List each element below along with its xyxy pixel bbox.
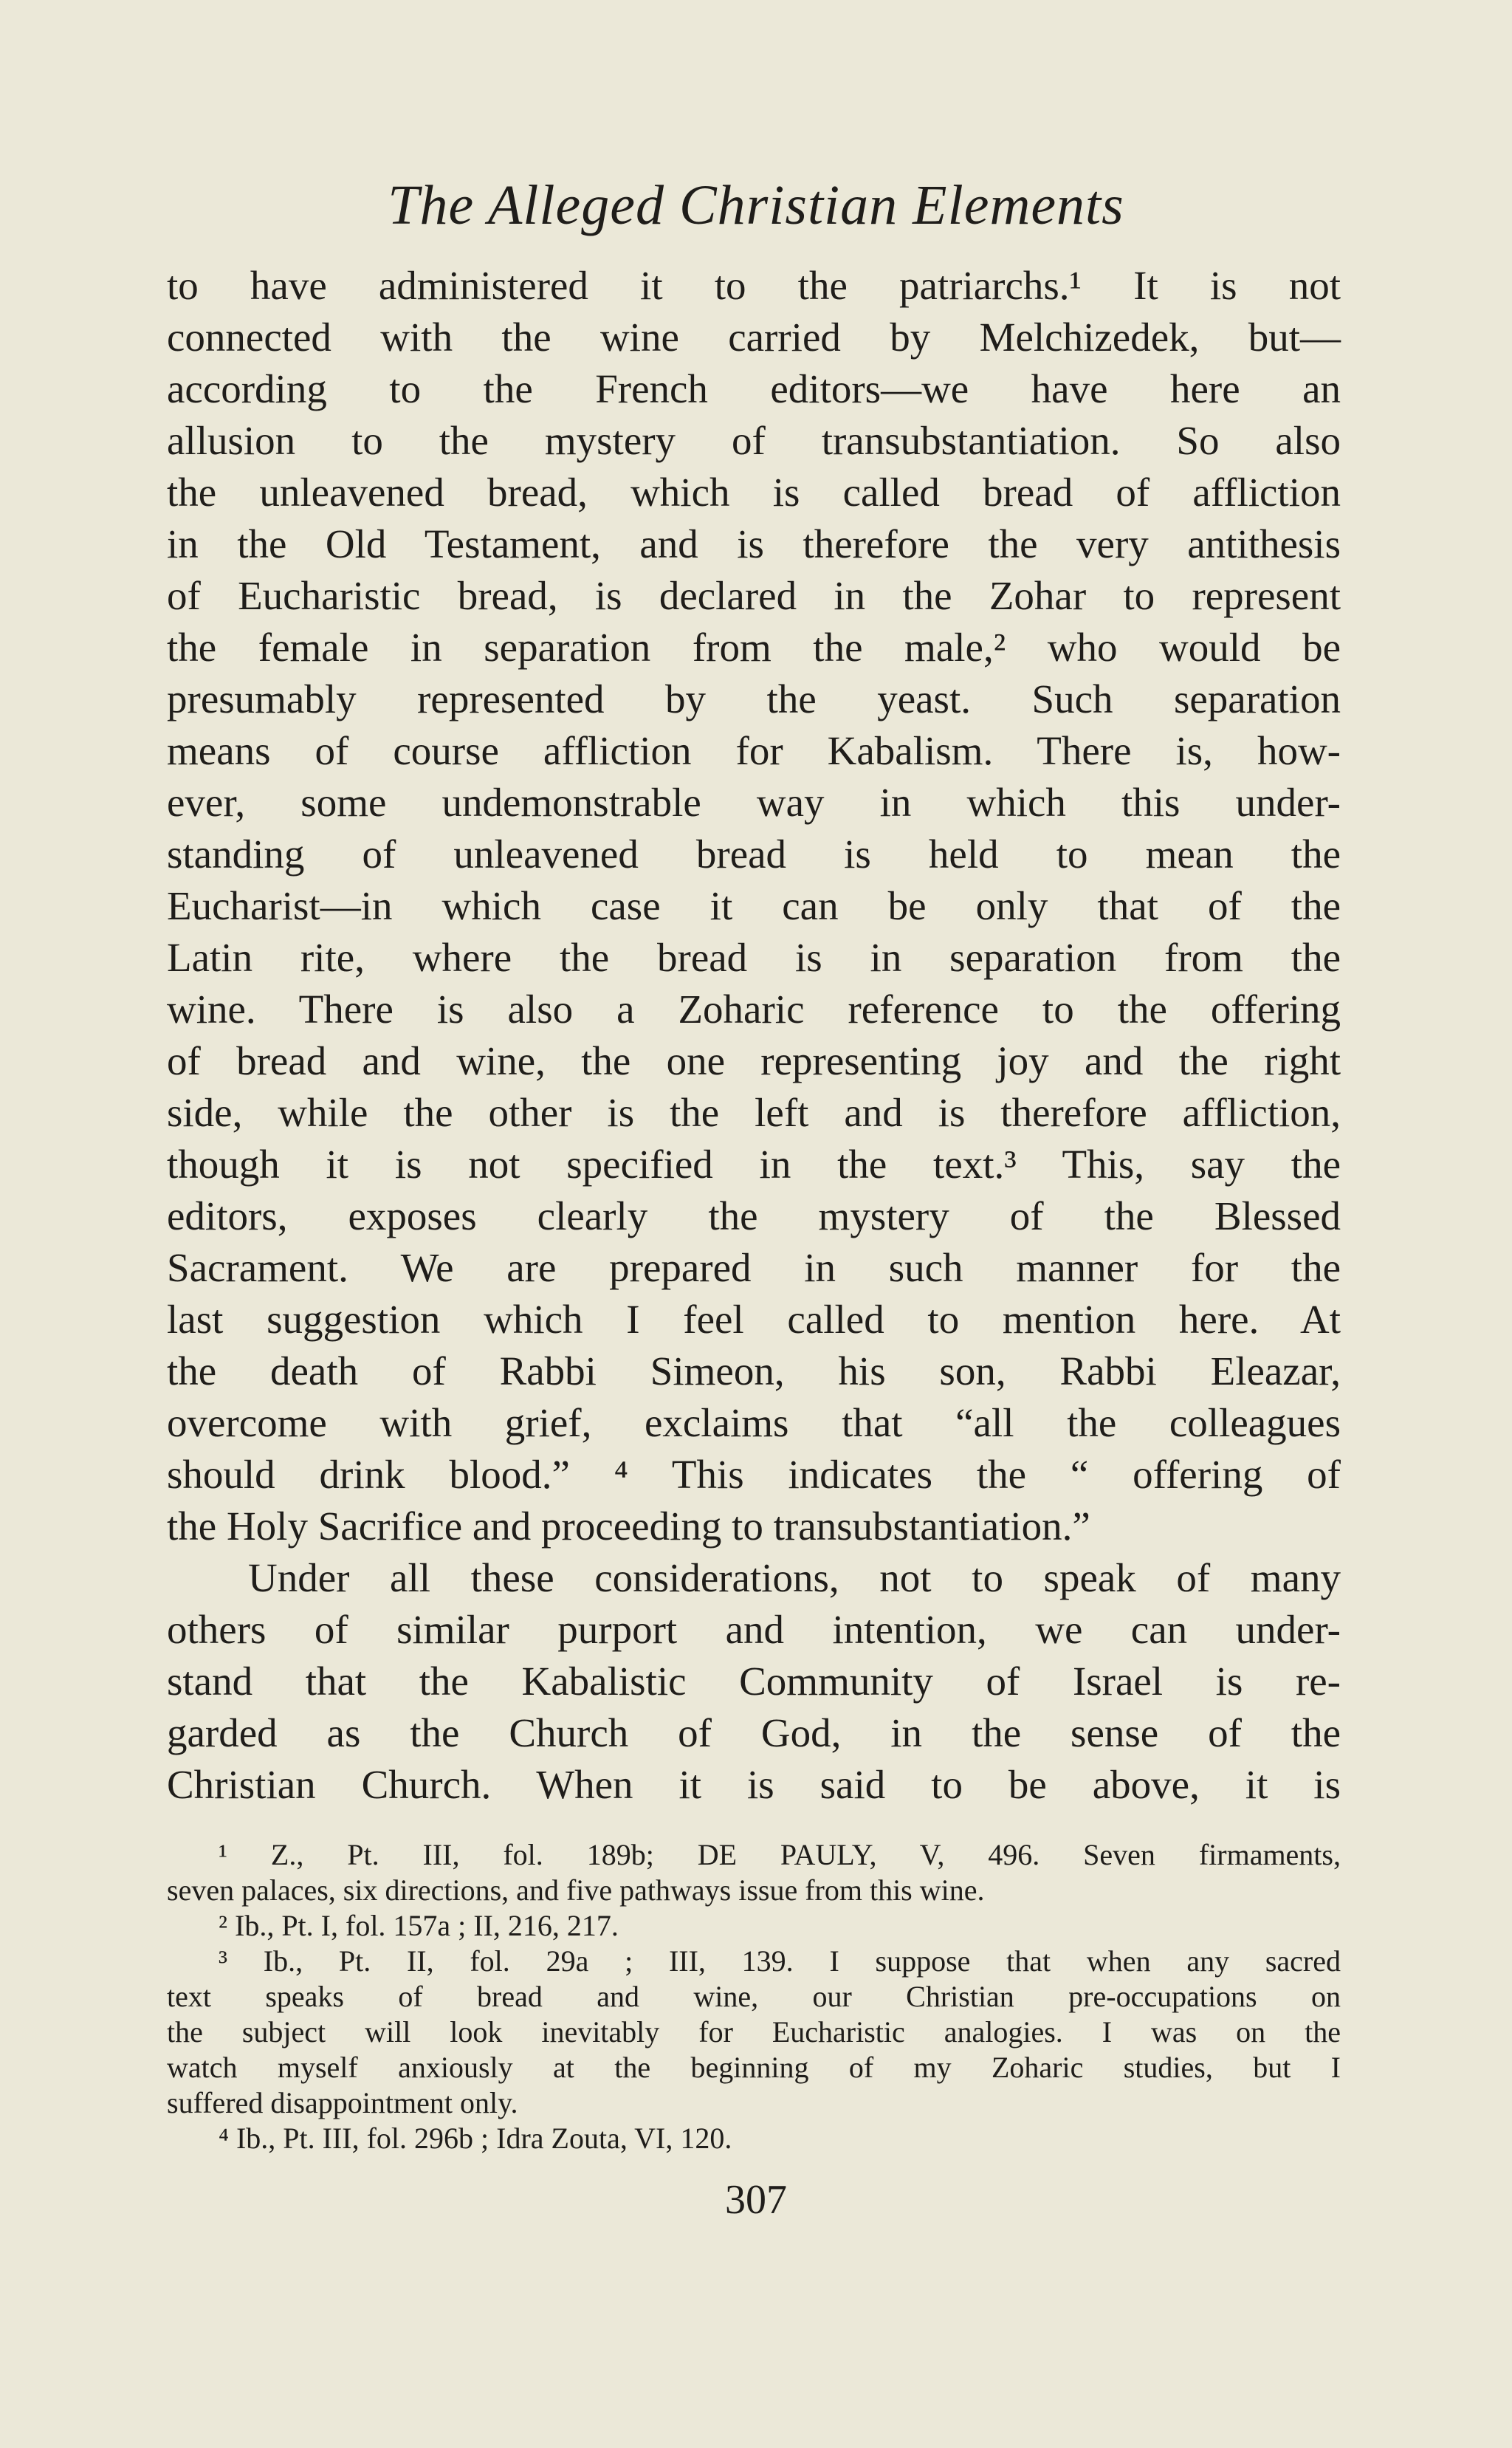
body-line: others of similar purport and intention, we can under- (167, 1607, 1341, 1652)
footnote-line: ² Ib., Pt. I, fol. 157a ; II, 216, 217. (219, 1909, 619, 1942)
body-line: the death of Rabbi Simeon, his son, Rabbi Eleazar, (167, 1348, 1341, 1393)
body-line: to have administered it to the patriarchs.¹ It is not (167, 263, 1341, 308)
footnote-line: ³ Ib., Pt. II, fol. 29a ; III, 139. I suppose that when any sacred (219, 1944, 1341, 1978)
body-line: means of course affliction for Kabalism. There is, how- (167, 728, 1341, 773)
body-line: in the Old Testament, and is therefore the very antithesis (167, 521, 1341, 566)
body-line: wine. There is also a Zoharic reference to the offering (167, 987, 1341, 1032)
footnote-line: watch myself anxiously at the beginning of my Zoharic studies, but I (167, 2051, 1341, 2084)
body-line: of bread and wine, the one representing joy and the right (167, 1038, 1341, 1083)
body-line: ever, some undemonstrable way in which this under- (167, 780, 1341, 825)
body-line: Latin rite, where the bread is in separation from the (167, 935, 1341, 980)
body-line: the Holy Sacrifice and proceeding to transubstantiation.” (167, 1504, 1090, 1549)
body-line: presumably represented by the yeast. Such separation (167, 676, 1341, 721)
body-line: side, while the other is the left and is therefore affliction, (167, 1090, 1341, 1135)
body-line: Eucharist—in which case it can be only that of the (167, 883, 1341, 928)
footnote-line: ⁴ Ib., Pt. III, fol. 296b ; Idra Zouta, VI, 120. (219, 2122, 732, 2155)
body-line: overcome with grief, exclaims that “all the colleagues (167, 1400, 1341, 1445)
footnote-line: ¹ Z., Pt. III, fol. 189b; DE PAULY, V, 496. Seven firmaments, (219, 1838, 1341, 1871)
body-line: though it is not specified in the text.³ This, say the (167, 1142, 1341, 1187)
body-line: Under all these considerations, not to speak of many (248, 1555, 1341, 1600)
body-line: Christian Church. When it is said to be above, it is (167, 1762, 1341, 1807)
body-line: connected with the wine carried by Melchizedek, but— (167, 315, 1341, 360)
body-line: should drink blood.” ⁴ This indicates the “ offering of (167, 1452, 1341, 1497)
body-text (167, 260, 1341, 1811)
footnote-line: suffered disappointment only. (167, 2086, 518, 2119)
body-line: garded as the Church of God, in the sense of the (167, 1710, 1341, 1755)
body-line: editors, exposes clearly the mystery of the Blessed (167, 1193, 1341, 1238)
footnote-line: the subject will look inevitably for Eucharistic analogies. I was on the (167, 2015, 1341, 2048)
page-number: 307 (725, 2177, 787, 2223)
body-line: the female in separation from the male,² who would be (167, 625, 1341, 670)
footnote-line: text speaks of bread and wine, our Christian pre-occupations on (167, 1980, 1341, 2013)
body-line: of Eucharistic bread, is declared in the Zohar to represent (167, 573, 1341, 618)
footnote-line: seven palaces, six directions, and five pathways issue from this wine. (167, 1873, 985, 1907)
running-head: The Alleged Christian Elements (388, 174, 1124, 236)
body-line: last suggestion which I feel called to mention here. At (167, 1297, 1341, 1342)
body-line: allusion to the mystery of transubstantiation. So also (167, 418, 1341, 463)
body-line: Sacrament. We are prepared in such manner for the (167, 1245, 1341, 1290)
body-line: according to the French editors—we have here an (167, 366, 1341, 411)
body-line: standing of unleavened bread is held to mean the (167, 832, 1341, 877)
body-line: stand that the Kabalistic Community of Israel is re- (167, 1659, 1341, 1704)
footnotes (167, 1837, 1341, 2156)
body-line: the unleavened bread, which is called bread of affliction (167, 470, 1341, 515)
